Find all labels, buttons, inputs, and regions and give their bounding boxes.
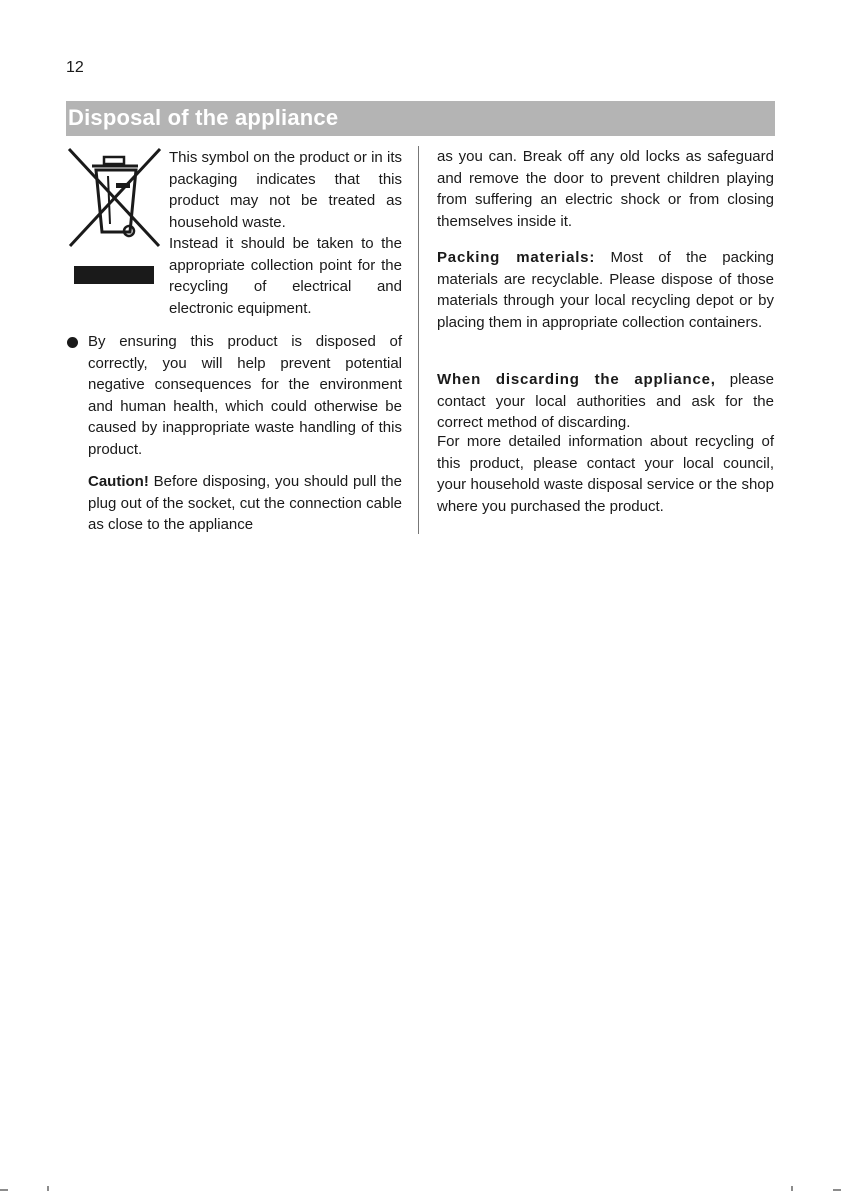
section-title: Disposal of the appliance xyxy=(68,105,339,130)
crossed-out-wheelie-bin-icon xyxy=(66,146,164,288)
discarding-paragraph xyxy=(437,369,774,434)
caution-body: Before disposing, you should pull the plug out of the socket, cut the connection cable as close to the appliance xyxy=(88,473,402,533)
bullet-icon xyxy=(67,337,78,348)
environment-bullet-paragraph: By ensuring this product is disposed of correctly, you will help prevent potential negative consequences for the environment and human health, which could otherwise be caused by inappropriate waste handling of this product. xyxy=(88,333,402,458)
discarding-body: please contact your local authorities and ask for the correct method of discarding. xyxy=(437,371,774,431)
packing-materials-paragraph xyxy=(437,247,774,333)
caution-label: Caution! xyxy=(88,473,149,490)
symbol-description xyxy=(169,147,402,319)
discarding-label: When discarding the appliance, xyxy=(437,371,716,388)
caution-paragraph xyxy=(88,471,402,536)
crop-marks xyxy=(0,1180,841,1191)
page-number: 12 xyxy=(66,59,84,76)
collection-point-paragraph: Instead it should be taken to the appropriate collection point for the recycling of electrical and electronic equipment. xyxy=(169,235,402,317)
packing-materials-label: Packing materials: xyxy=(437,249,596,266)
more-information-paragraph: For more detailed information about recycling of this product, please contact your local council, your household waste disposal service or the shop where you purchased the product. xyxy=(437,433,774,515)
symbol-meaning-paragraph: This symbol on the product or in its packaging indicates that this product may not be treated as household waste. xyxy=(169,149,402,231)
continuation-paragraph: as you can. Break off any old locks as safeguard and remove the door to prevent children playing from suffering an electric shock or from closing themselves inside it. xyxy=(437,148,774,230)
section-title-bar xyxy=(66,101,775,136)
packing-materials-body: Most of the packing materials are recyclable. Please dispose of those materials through your local recycling depot or by placing them in appropriate collection containers. xyxy=(437,249,774,331)
column-divider xyxy=(418,146,419,534)
